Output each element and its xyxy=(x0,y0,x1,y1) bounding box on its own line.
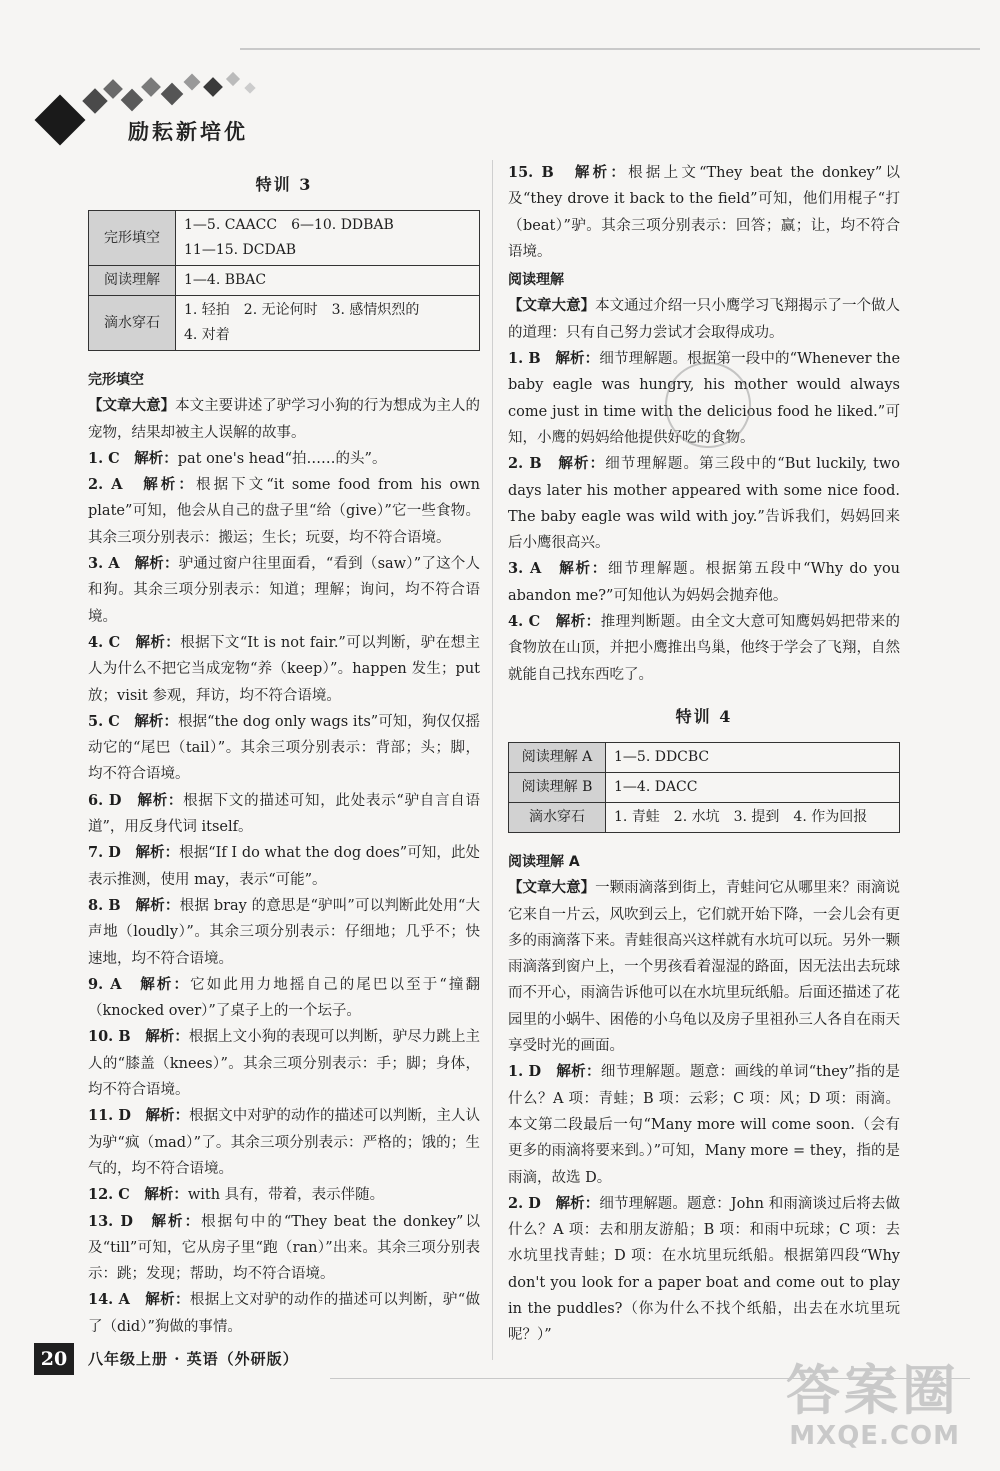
table-row xyxy=(89,266,480,296)
right-column xyxy=(508,160,900,1349)
analysis-text: 根据下文“it some food from his own plate”可知，他会从自己的盘子里“给（give）”它一些食物。其余三项分别表示：搬运；生长；玩耍，均不符合语境。 xyxy=(88,477,481,546)
footer-title: 八年级上册 · 英语（外研版） xyxy=(88,1350,299,1368)
answer-number: 13. D xyxy=(88,1212,133,1230)
answer-item xyxy=(508,160,900,265)
answer-item xyxy=(88,709,480,788)
table-cell xyxy=(176,296,480,351)
answer-number: 5. C xyxy=(88,712,120,730)
analysis-text: 细节理解题。第三段中的“But luckily, two days later his mother appeared with some nice food. The baby eagle was wild with joy.”告诉我们，妈妈回来后小鹰很高兴。 xyxy=(508,456,901,552)
analysis-label: 解析： xyxy=(145,1029,189,1046)
left-column xyxy=(88,160,480,1340)
page-number: 20 xyxy=(34,1343,74,1375)
analysis-label: 解析： xyxy=(143,477,196,494)
table-row xyxy=(89,211,480,266)
analysis-text: 根据“the dog only wags its”可知，狗仅仅摇动它的“尾巴（tail）”。其余三项分别表示：背部；头；脚，均不符合语境。 xyxy=(88,713,480,783)
analysis-text: 根据文中对驴的动作的描述可以判断，主人认为驴“疯（mad）”了。其余三项分别表示：严格的；饿的；生气的，均不符合语境。 xyxy=(88,1108,481,1177)
answer-number: 1. D xyxy=(508,1063,542,1081)
analysis-label: 解析： xyxy=(134,450,178,467)
answer-item xyxy=(88,972,480,1025)
answer-item xyxy=(88,446,480,472)
table-cell: 1—4. BBAC xyxy=(176,266,480,296)
table-label: 阅读理解 B xyxy=(509,772,606,802)
analysis-label: 解析： xyxy=(135,897,180,914)
analysis-label: 解析： xyxy=(144,1187,188,1204)
section-title: 特训 3 xyxy=(255,175,313,194)
analysis-label: 解析： xyxy=(137,792,184,809)
answer-item xyxy=(88,1287,480,1340)
answer-item xyxy=(88,788,480,841)
answer-number: 3. A xyxy=(508,560,542,578)
table-line: 4. 对着 xyxy=(184,327,230,343)
answer-number: 8. B xyxy=(88,896,121,914)
analysis-text: 细节理解题。题意：John 和雨滴谈过后将去做什么？A 项：去和朋友游船；B 项：和雨中玩球；C 项：去水坑里找青蛙；D 项：在水坑里玩纸船。根据第四段“Why don't you look for a paper boat and come out to play in the puddles?（你为什么不找个纸船，出去在水坑里玩呢？）” xyxy=(508,1195,901,1344)
answer-number: 4. C xyxy=(88,633,121,651)
answer-number: 1. B xyxy=(508,350,541,368)
answer-table xyxy=(508,742,900,833)
analysis-label: 解析： xyxy=(145,1292,190,1309)
analysis-label: 解析： xyxy=(135,845,180,862)
analysis-label: 解析： xyxy=(134,556,179,573)
reading-a-answers xyxy=(508,1059,900,1348)
answer-number: 1. C xyxy=(88,449,120,467)
summary-label: 【文章大意】 xyxy=(88,398,176,415)
answer-number: 12. C xyxy=(88,1186,130,1204)
table-row xyxy=(509,742,900,772)
answer-table xyxy=(88,210,480,351)
answer-item xyxy=(88,1182,480,1208)
analysis-label: 解析： xyxy=(574,165,629,181)
summary-label: 【文章大意】 xyxy=(508,880,596,897)
analysis-text: 根据“If I do what the dog does”可知，此处表示推测，使用 may，表示“可能”。 xyxy=(88,845,481,888)
answer-item xyxy=(88,630,480,709)
watermark-text: 答案圈 xyxy=(786,1359,960,1422)
table-row xyxy=(89,296,480,351)
answer-item xyxy=(88,551,480,630)
summary-text: 本文主要讲述了驴学习小狗的行为想成为主人的宠物，结果却被主人误解的故事。 xyxy=(88,398,481,441)
analysis-text: 根据 bray 的意思是“驴叫”可以判断此处用“大声地（loudly）”。其余三项分别表示：仔细地；几乎不；快速地，均不符合语境。 xyxy=(88,897,481,967)
answer-item xyxy=(88,1103,480,1182)
table-line: 1. 轻拍 2. 无论何时 3. 感情炽烈的 xyxy=(184,302,420,318)
table-cell: 1. 青蛙 2. 水坑 3. 提到 4. 作为回报 xyxy=(606,802,900,832)
answer-item xyxy=(508,556,900,609)
answer-item xyxy=(88,1209,480,1288)
analysis-label: 解析： xyxy=(140,976,191,993)
answer-item xyxy=(508,609,900,688)
analysis-text: 根据下文“It is not fair.”可以判断，驴在想主人为什么不把它当成宠物“养（keep）”。happen 发生；put 放；visit 参观，拜访，均不符合语境。 xyxy=(88,634,481,704)
answer-number: 2. D xyxy=(508,1194,541,1212)
table-label: 阅读理解 A xyxy=(509,742,606,772)
answer-number: 2. A xyxy=(88,476,123,494)
subheading: 阅读理解 A xyxy=(508,853,580,870)
analysis-text: 根据上文“They beat the donkey”以及“they drove it back to the field”可知，他们用棍子“打（beat）”驴。其余三项分别表示：回答；赢；让，均不符合语境。 xyxy=(508,165,901,260)
answer-number: 7. D xyxy=(88,844,121,862)
table-cell xyxy=(176,211,480,266)
analysis-label: 解析： xyxy=(559,561,609,578)
table-line: 1—5. CAACC 6—10. DDBAB xyxy=(184,217,394,233)
analysis-label: 解析： xyxy=(151,1213,202,1230)
cloze-answers xyxy=(88,446,480,1340)
analysis-text: 细节理解题。题意：画线的单词“they”指的是什么？A 项：青蛙；B 项：云彩；C 项：风；D 项：雨滴。本文第二段最后一句“Many more will come soon.（会有更多的雨滴将要来到。）”可知，Many more = they，指的是雨滴，故选 D。 xyxy=(508,1064,901,1186)
analysis-label: 解析： xyxy=(135,634,181,651)
table-row xyxy=(509,772,900,802)
brand-title: 励耘新培优 xyxy=(128,119,248,144)
cloze-answers-continued xyxy=(508,160,900,265)
analysis-text: 根据上文对驴的动作的描述可以判断，驴“做了（did）”狗做的事情。 xyxy=(88,1292,481,1335)
summary xyxy=(88,393,480,446)
answer-number: 9. A xyxy=(88,975,122,993)
summary xyxy=(508,293,900,346)
analysis-text: 细节理解题。根据第一段中的“Whenever the baby eagle was hungry, his mother would always come just in time with the delicious food he liked.”可知，小鹰的妈妈给他提供好吃的食物。 xyxy=(508,351,901,446)
analysis-text: pat one's head“拍……的头”。 xyxy=(177,450,387,467)
header-rule xyxy=(240,48,980,50)
answer-item xyxy=(88,893,480,972)
table-label: 阅读理解 xyxy=(89,266,176,296)
analysis-label: 解析： xyxy=(555,614,601,631)
answer-item xyxy=(88,1024,480,1103)
answer-number: 6. D xyxy=(88,791,122,809)
answer-number: 15. B xyxy=(508,164,554,181)
subheading: 完形填空 xyxy=(88,372,144,388)
table-label: 滴水穿石 xyxy=(89,296,176,351)
analysis-text: 根据句中的“They beat the donkey”以及“till”可知，它从房子里“跑（ran）”出来。其余三项分别表示：跳；发现；帮助，均不符合语境。 xyxy=(88,1213,480,1283)
table-row xyxy=(509,802,900,832)
table-line: 11—15. DCDAB xyxy=(184,242,297,258)
summary-text: 一颗雨滴落到街上，青蛙问它从哪里来？雨滴说它来自一片云，风吹到云上，它们就开始下降，一会儿会有更多的雨滴落下来。青蛙很高兴这样就有水坑可以玩。另外一颗雨滴落到窗户上，一个男孩看着湿湿的路面，因无法出去玩球而不开心，雨滴告诉他可以在水坑里玩纸船。后面还描述了花园里的小蜗牛、困倦的小乌龟以及房子里祖孙三人各自在雨天享受时光的画面。 xyxy=(508,880,901,1055)
analysis-text: 推理判断题。由全文大意可知鹰妈妈把带来的食物放在山顶，并把小鹰推出鸟巢，他终于学会了飞翔，自然就能自己找东西吃了。 xyxy=(508,614,901,683)
answer-number: 3. A xyxy=(88,555,120,573)
analysis-label: 解析： xyxy=(555,351,600,368)
analysis-label: 解析： xyxy=(555,1195,600,1212)
analysis-label: 解析： xyxy=(558,456,606,473)
analysis-label: 解析： xyxy=(145,1108,190,1125)
answer-item xyxy=(508,1191,900,1349)
analysis-text: 细节理解题。根据第五段中“Why do you abandon me?”可知他认为妈妈会抛弃他。 xyxy=(508,561,901,604)
analysis-text: 根据上文小狗的表现可以判断，驴尽力跳上主人的“膝盖（knees）”。其余三项分别表示：手；脚；身体，均不符合语境。 xyxy=(88,1029,481,1099)
analysis-text: with 具有，带着，表示伴随。 xyxy=(187,1187,385,1204)
answer-number: 11. D xyxy=(88,1107,131,1125)
table-cell: 1—5. DDCBC xyxy=(606,742,900,772)
analysis-text: 根据下文的描述可知，此处表示“驴自言自语道”，用反身代词 itself。 xyxy=(88,792,481,836)
analysis-label: 解析： xyxy=(134,713,179,730)
column-divider xyxy=(492,160,493,1360)
analysis-text: 驴通过窗户往里面看，“看到（saw）”了这个人和狗。其余三项分别表示：知道；理解；询问，均不符合语境。 xyxy=(88,556,481,625)
summary-label: 【文章大意】 xyxy=(508,298,596,315)
watermark xyxy=(786,1361,960,1451)
table-label: 完形填空 xyxy=(89,211,176,266)
answer-number: 10. B xyxy=(88,1028,131,1046)
watermark-url: MXQE.COM xyxy=(789,1421,960,1451)
answer-number: 4. C xyxy=(508,613,541,631)
table-label: 滴水穿石 xyxy=(509,802,606,832)
subheading: 阅读理解 xyxy=(508,272,564,289)
answer-item xyxy=(508,451,900,556)
analysis-label: 解析： xyxy=(556,1064,601,1081)
summary xyxy=(508,875,900,1059)
answer-item xyxy=(88,840,480,893)
answer-item xyxy=(508,1059,900,1190)
answer-number: 14. A xyxy=(88,1291,130,1309)
answer-number: 2. B xyxy=(508,455,542,473)
analysis-text: 它如此用力地摇自己的尾巴以至于“撞翻（knocked over）”了桌子上的一个坛子。 xyxy=(88,976,481,1020)
answer-item xyxy=(88,472,480,551)
summary-text: 本文通过介绍一只小鹰学习飞翔揭示了一个做人的道理：只有自己努力尝试才会取得成功。 xyxy=(508,298,901,341)
table-cell: 1—4. DACC xyxy=(606,772,900,802)
section-title: 特训 4 xyxy=(675,706,733,726)
